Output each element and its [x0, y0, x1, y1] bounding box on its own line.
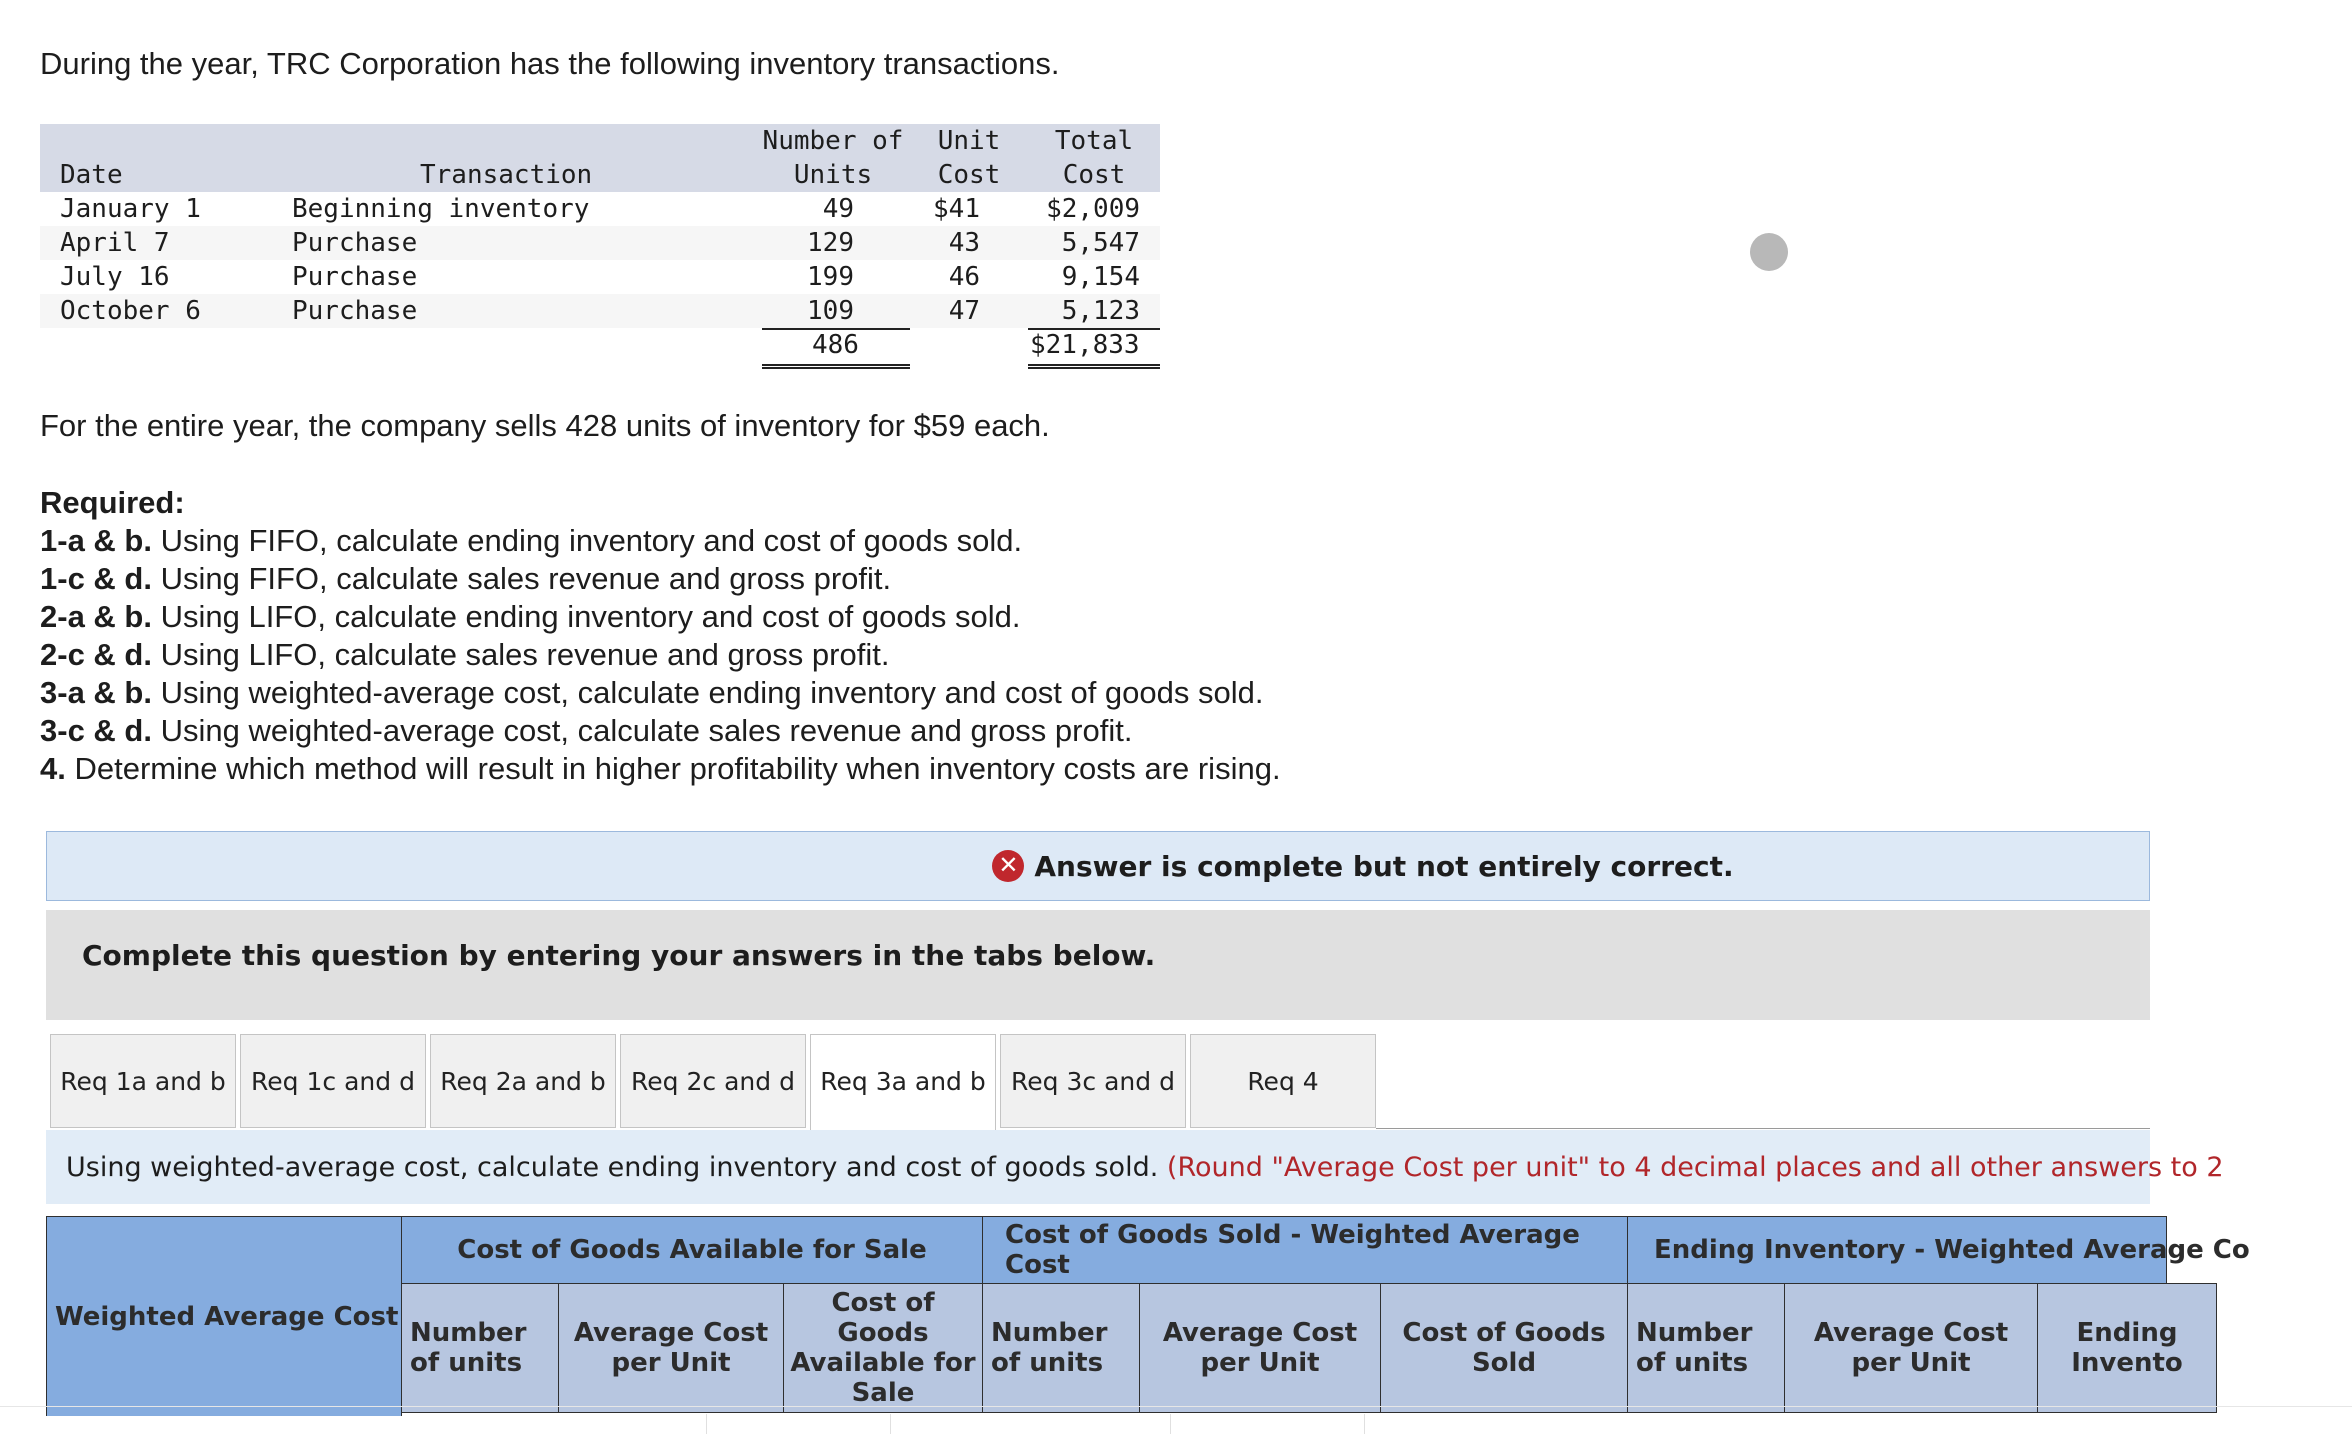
row-units: 199 — [807, 262, 854, 292]
table-row — [40, 226, 1160, 260]
col-cost-of-goods-sold: Cost of Goods Sold — [1380, 1283, 1628, 1413]
row-date: January 1 — [60, 194, 201, 224]
row-unit-cost: $41 — [933, 194, 980, 224]
row-transaction: Purchase — [292, 228, 418, 258]
weighted-average-grid — [46, 1216, 2250, 1408]
total-units: 486 — [812, 330, 859, 360]
header-transaction: Transaction — [420, 160, 593, 190]
row-date: July 16 — [60, 262, 170, 292]
row-units: 129 — [807, 228, 854, 258]
required-item: 2-c & d. Using LIFO, calculate sales revenue and gross profit. — [40, 637, 890, 672]
instructions-panel: Complete this question by entering your answers in the tabs below. — [46, 910, 2150, 1020]
tab-req-1c-d[interactable]: Req 1c and d — [240, 1034, 426, 1128]
transactions-table — [40, 124, 1160, 328]
bottom-divider — [0, 1406, 2352, 1407]
row-transaction: Purchase — [292, 262, 418, 292]
col-ending-number-of-units: Number of units — [1627, 1283, 1785, 1413]
answer-status-text: Answer is complete but not entirely correct. — [1034, 849, 1734, 883]
tab-instruction — [46, 1130, 2224, 1204]
row-unit-cost: 47 — [948, 296, 980, 326]
col-cogs-number-of-units: Number of units — [982, 1283, 1140, 1413]
col-average-cost-per-unit: Average Cost per Unit — [558, 1283, 784, 1413]
col-ending-average-cost: Average Cost per Unit — [1784, 1283, 2038, 1413]
row-transaction: Beginning inventory — [292, 194, 590, 224]
row-unit-cost: 43 — [948, 228, 980, 258]
col-cost-of-goods-available: Cost of Goods Available for Sale — [783, 1283, 983, 1413]
tab-req-3a-b[interactable]: Req 3a and b — [810, 1034, 996, 1130]
group-cogs-weighted-average: Cost of Goods Sold - Weighted Average Cost — [982, 1216, 1628, 1284]
row-units: 109 — [807, 296, 854, 326]
table-row — [40, 294, 1160, 328]
required-item: 3-a & b. Using weighted-average cost, calculate ending inventory and cost of goods sold. — [40, 675, 1264, 710]
table-row — [40, 192, 1160, 226]
tab-req-4[interactable]: Req 4 — [1190, 1034, 1376, 1128]
cell-divider — [1364, 1414, 1365, 1434]
col-ending-inventory: Ending Invento — [2037, 1283, 2217, 1413]
group-ending-inventory: Ending Inventory - Weighted Average Co — [1627, 1216, 2167, 1284]
cost-double-underline — [1028, 364, 1160, 369]
header-date: Date — [60, 160, 123, 190]
instruction-text: Using weighted-average cost, calculate ending inventory and cost of goods sold. — [66, 1152, 1159, 1183]
table-header — [40, 124, 1160, 192]
sales-text: For the entire year, the company sells 428 units of inventory for $59 each. — [40, 408, 1050, 443]
row-header-weighted-average-cost: Weighted Average Cost — [46, 1216, 402, 1416]
row-transaction: Purchase — [292, 296, 418, 326]
table-row — [40, 260, 1160, 294]
row-total-cost: $2,009 — [1046, 194, 1140, 224]
tab-req-3c-d[interactable]: Req 3c and d — [1000, 1034, 1186, 1128]
col-cogs-average-cost: Average Cost per Unit — [1139, 1283, 1381, 1413]
header-units: Number of Units — [762, 126, 904, 190]
col-number-of-units: Number of units — [401, 1283, 559, 1413]
required-item: 3-c & d. Using weighted-average cost, calculate sales revenue and gross profit. — [40, 713, 1133, 748]
units-double-underline — [762, 364, 910, 369]
cursor-dot-icon — [1750, 233, 1788, 271]
header-unit-cost: Unit Cost — [937, 126, 1001, 190]
row-total-cost: 5,547 — [1061, 228, 1140, 258]
row-units: 49 — [822, 194, 854, 224]
required-title: Required: — [40, 485, 185, 520]
row-date: April 7 — [60, 228, 170, 258]
required-item: 1-a & b. Using FIFO, calculate ending inventory and cost of goods sold. — [40, 523, 1023, 558]
cell-divider — [706, 1414, 707, 1434]
row-date: October 6 — [60, 296, 201, 326]
tab-divider — [1376, 1128, 2150, 1129]
answer-status-banner — [46, 831, 2150, 901]
header-total-cost: Total Cost — [1054, 126, 1134, 190]
row-total-cost: 5,123 — [1061, 296, 1140, 326]
required-item: 4. Determine which method will result in higher profitability when inventory costs are rising. — [40, 751, 1281, 786]
required-list — [40, 484, 1281, 788]
total-cost: $21,833 — [1030, 330, 1140, 360]
required-item: 2-a & b. Using LIFO, calculate ending inventory and cost of goods sold. — [40, 599, 1021, 634]
tab-req-2c-d[interactable]: Req 2c and d — [620, 1034, 806, 1128]
cell-divider — [1170, 1414, 1171, 1434]
x-circle-icon: ✕ — [992, 850, 1024, 882]
tab-req-1a-b[interactable]: Req 1a and b — [50, 1034, 236, 1128]
required-item: 1-c & d. Using FIFO, calculate sales revenue and gross profit. — [40, 561, 892, 596]
row-total-cost: 9,154 — [1061, 262, 1140, 292]
tab-req-2a-b[interactable]: Req 2a and b — [430, 1034, 616, 1128]
row-unit-cost: 46 — [948, 262, 980, 292]
group-available-for-sale: Cost of Goods Available for Sale — [401, 1216, 983, 1284]
rounding-note: (Round "Average Cost per unit" to 4 decimal places and all other answers to 2 — [1166, 1152, 2224, 1183]
intro-text: During the year, TRC Corporation has the following inventory transactions. — [40, 46, 1060, 81]
cell-divider — [890, 1414, 891, 1434]
